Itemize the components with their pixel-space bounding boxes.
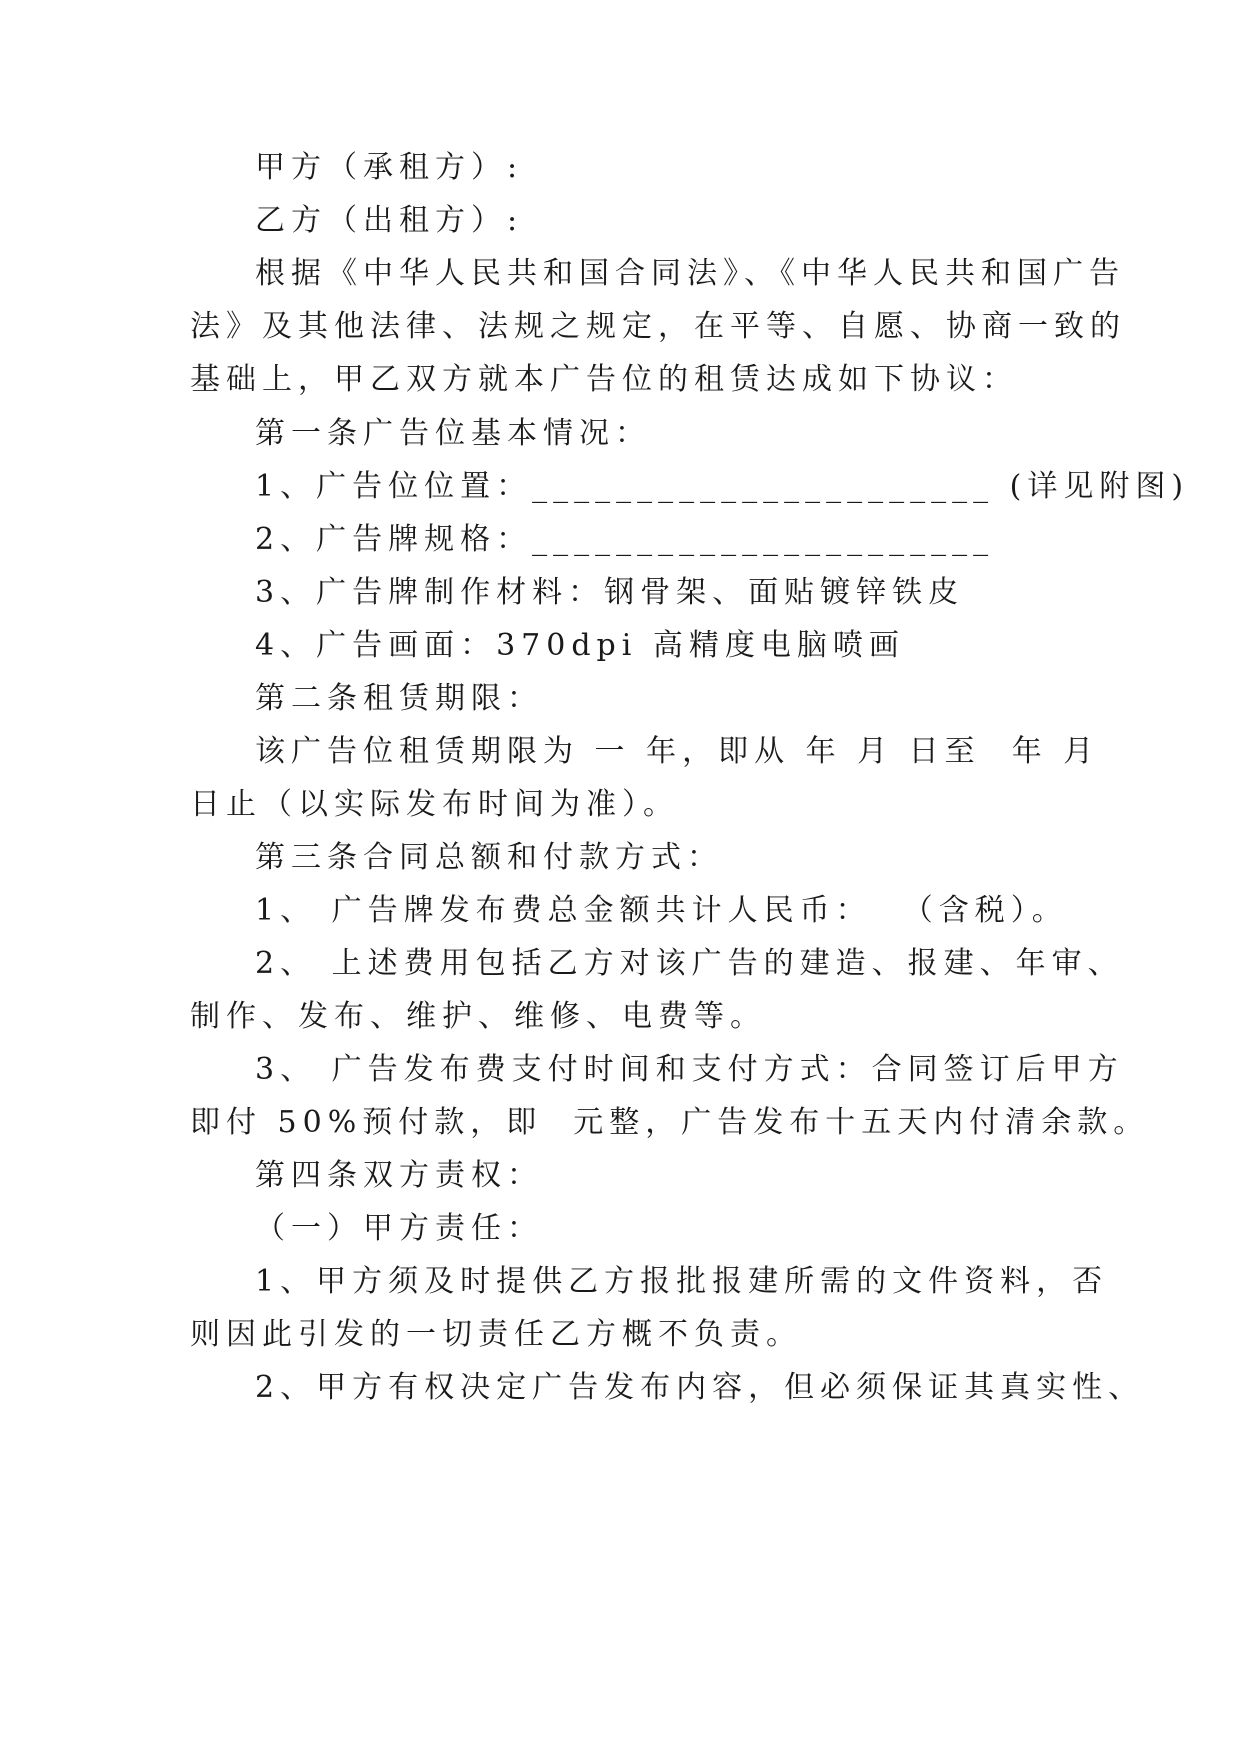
party-a-duty-2-line-1: 2、甲方有权决定广告发布内容，但必须保证其真实性、 bbox=[255, 1370, 1145, 1405]
article-3-item-3-line-2: 即付 50%预付款，即 元整，广告发布十五天内付清余款。 bbox=[190, 1105, 1150, 1140]
article-2-text-1: 该广告位租赁期限为 一 年，即从 年 月 日至 年 月 bbox=[255, 734, 1100, 769]
article-1-item-2: 2、广告牌规格：______________________ bbox=[255, 522, 995, 557]
article-1-item-1: 1、广告位位置：______________________ (详见附图) bbox=[255, 469, 1190, 504]
article-3-item-3-line-1: 3、 广告发布费支付时间和支付方式：合同签订后甲方 bbox=[255, 1052, 1124, 1087]
preamble-line-2: 法》及其他法律、法规之规定，在平等、自愿、协商一致的 bbox=[190, 309, 1126, 344]
article-3-item-2-line-2: 制作、发布、维护、维修、电费等。 bbox=[190, 999, 766, 1034]
article-3-item-2-line-1: 2、 上述费用包括乙方对该广告的建造、报建、年审、 bbox=[255, 946, 1124, 981]
party-a-duty-1-line-1: 1、甲方须及时提供乙方报批报建所需的文件资料，否 bbox=[255, 1264, 1109, 1299]
party-a-duties-heading: （一）甲方责任： bbox=[255, 1211, 543, 1246]
article-2-heading: 第二条租赁期限： bbox=[255, 681, 543, 716]
article-3-heading: 第三条合同总额和付款方式： bbox=[255, 840, 723, 875]
article-2-text-2: 日止（以实际发布时间为准）。 bbox=[190, 787, 679, 822]
article-4-heading: 第四条双方责权： bbox=[255, 1158, 543, 1193]
article-1-heading: 第一条广告位基本情况： bbox=[255, 416, 651, 451]
article-1-item-4: 4、广告画面：370dpi 高精度电脑喷画 bbox=[255, 628, 905, 663]
article-3-item-1: 1、 广告牌发布费总金额共计人民币： （含税）。 bbox=[255, 893, 1068, 928]
article-1-item-3: 3、广告牌制作材料：钢骨架、面贴镀锌铁皮 bbox=[255, 575, 965, 610]
preamble-line-3: 基础上，甲乙双方就本广告位的租赁达成如下协议： bbox=[190, 362, 1018, 397]
party-a-duty-1-line-2: 则因此引发的一切责任乙方概不负责。 bbox=[190, 1317, 802, 1352]
preamble-line-1: 根据《中华人民共和国合同法》、《中华人民共和国广告 bbox=[255, 256, 1125, 291]
party-b-line: 乙方（出租方）: bbox=[255, 203, 524, 238]
party-a-line: 甲方（承租方）: bbox=[255, 150, 524, 185]
